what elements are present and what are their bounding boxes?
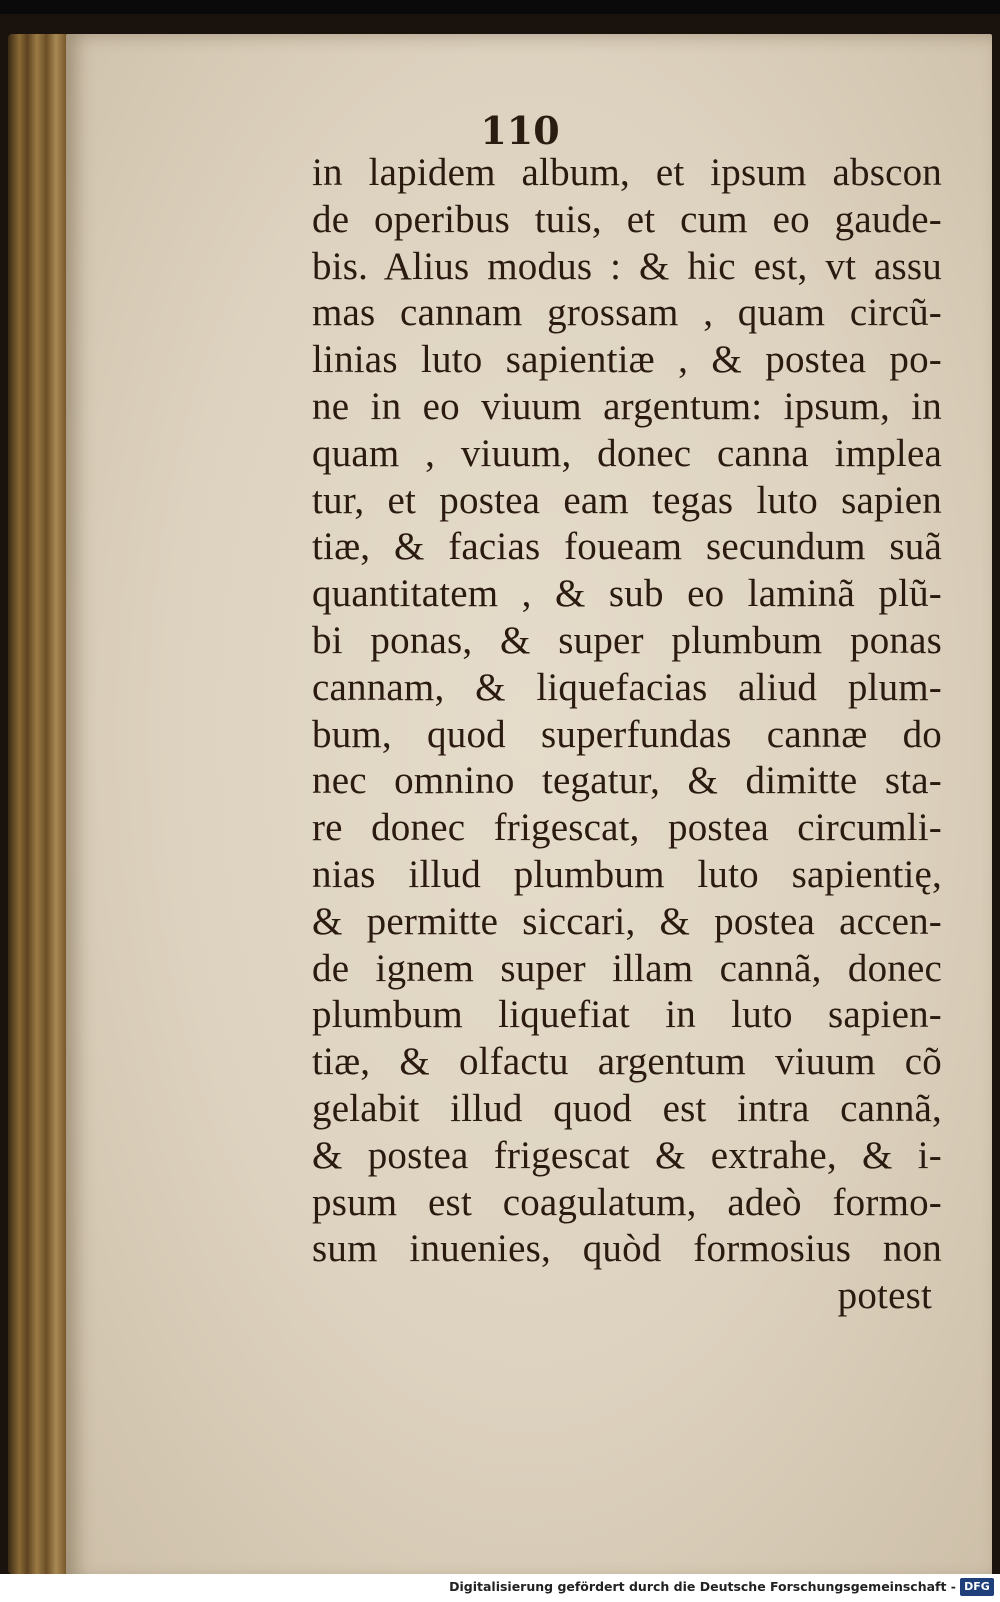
text-line: bis. Alius modus : & hic est, vt assu: [312, 244, 942, 288]
text-line: psum est coagulatum, adeò formo-: [312, 1180, 942, 1224]
text-line: bum, quod superfundas cannæ do: [312, 712, 942, 756]
text-line: de operibus tuis, et cum eo gaude-: [312, 197, 942, 241]
text-line: quam , viuum, donec canna implea: [312, 431, 942, 475]
text-block: [312, 150, 942, 1320]
text-line: & permitte siccari, & postea accen-: [312, 899, 942, 943]
page-number: 110: [480, 108, 560, 153]
text-line: tur, et postea eam tegas luto sapien: [312, 478, 942, 522]
text-line: gelabit illud quod est intra cannã,: [312, 1086, 942, 1130]
text-line: & postea frigescat & extrahe, & i-: [312, 1133, 942, 1177]
text-line: nias illud plumbum luto sapientię,: [312, 852, 942, 896]
text-line: nec omnino tegatur, & dimitte sta-: [312, 759, 942, 803]
dfg-logo: DFG: [960, 1578, 994, 1596]
text-line: in lapidem album, et ipsum abscon: [312, 151, 942, 194]
text-line: mas cannam grossam , quam circũ-: [312, 291, 942, 335]
text-line: bi ponas, & super plumbum ponas: [312, 618, 942, 662]
text-line: de ignem super illam cannã, donec: [312, 946, 942, 990]
text-line: cannam, & liquefacias aliud plum-: [312, 665, 942, 709]
text-line: sum inuenies, quòd formosius non: [312, 1227, 942, 1271]
text-line: ne in eo viuum argentum: ipsum, in: [312, 384, 942, 428]
text-line: tiæ, & olfactu argentum viuum cõ: [312, 1040, 942, 1084]
text-line: tiæ, & facias foueam secundum suã: [312, 525, 942, 569]
text-line: plumbum liquefiat in luto sapien-: [312, 993, 942, 1037]
catchword: potest: [837, 1274, 932, 1318]
text-line: linias luto sapientiæ , & postea po-: [312, 338, 942, 382]
digitization-footer: [0, 1574, 1000, 1602]
text-line: quantitatem , & sub eo laminã plũ-: [312, 572, 942, 616]
funding-credit: Digitalisierung gefördert durch die Deutsche Forschungsgemeinschaft -: [449, 1579, 956, 1594]
page-edges: [8, 34, 72, 1574]
text-line: re donec frigescat, postea circumli-: [312, 806, 942, 850]
